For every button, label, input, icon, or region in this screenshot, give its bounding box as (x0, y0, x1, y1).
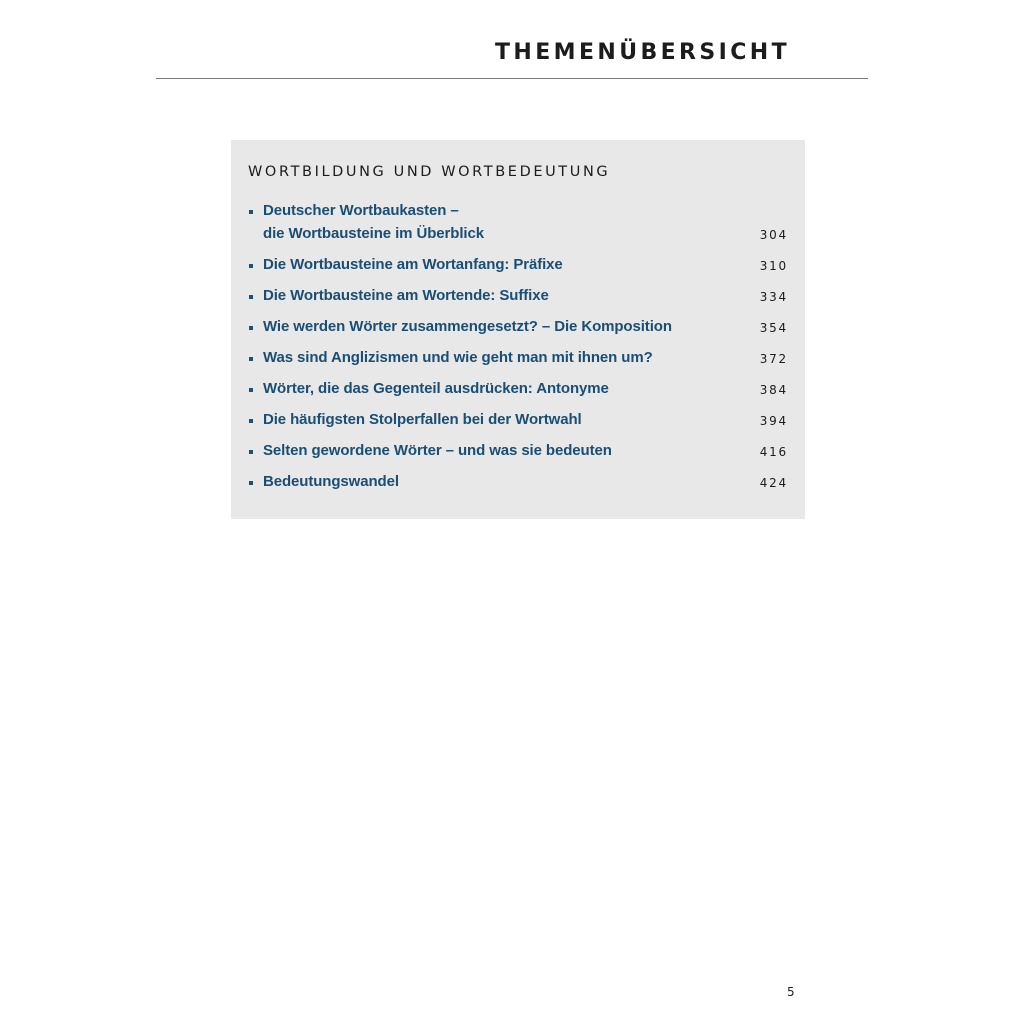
toc-item-page: 416 (759, 445, 788, 459)
toc-item-page: 354 (759, 321, 788, 335)
toc-item[interactable] (231, 474, 805, 505)
bullet-icon (249, 481, 253, 485)
bullet-icon (249, 295, 253, 299)
bullet-icon (249, 419, 253, 423)
toc-item-title-line: die Wortbausteine im Überblick (263, 225, 484, 242)
bullet-icon (249, 264, 253, 268)
toc-item-title: Bedeutungswandel (263, 473, 399, 490)
page-number: 5 (787, 985, 795, 999)
toc-item-title: Was sind Anglizismen und wie geht man mit ihnen um? (263, 349, 653, 366)
toc-item-page: 334 (759, 290, 788, 304)
toc-item-page: 384 (759, 383, 788, 397)
toc-item-page: 310 (759, 259, 788, 273)
bullet-icon (249, 388, 253, 392)
bullet-icon (249, 357, 253, 361)
page-header (156, 38, 868, 79)
toc-item-title: Wörter, die das Gegenteil ausdrücken: Antonyme (263, 380, 609, 397)
toc-item-title: Die Wortbausteine am Wortende: Suffixe (263, 287, 549, 304)
bullet-icon (249, 210, 253, 214)
page-title: THEMENÜBERSICHT (495, 40, 790, 65)
bullet-icon (249, 450, 253, 454)
toc-item-page: 394 (759, 414, 788, 428)
toc-item-title-line: Deutscher Wortbaukasten – (263, 202, 459, 219)
toc-item-title: Die häufigsten Stolperfallen bei der Wortwahl (263, 411, 582, 428)
toc-item-title: Wie werden Wörter zusammengesetzt? – Die Komposition (263, 318, 672, 335)
toc-list (231, 203, 805, 505)
toc-box (231, 140, 805, 519)
toc-item-title (263, 199, 733, 245)
toc-item-title: Die Wortbausteine am Wortanfang: Präfixe (263, 256, 563, 273)
section-heading: WORTBILDUNG UND WORTBEDEUTUNG (248, 164, 611, 180)
toc-item-title: Selten gewordene Wörter – und was sie bedeuten (263, 442, 612, 459)
toc-item-page: 424 (759, 476, 788, 490)
toc-item-page: 372 (759, 352, 788, 366)
bullet-icon (249, 326, 253, 330)
toc-item-page: 304 (759, 228, 788, 242)
toc-item[interactable] (231, 203, 805, 257)
